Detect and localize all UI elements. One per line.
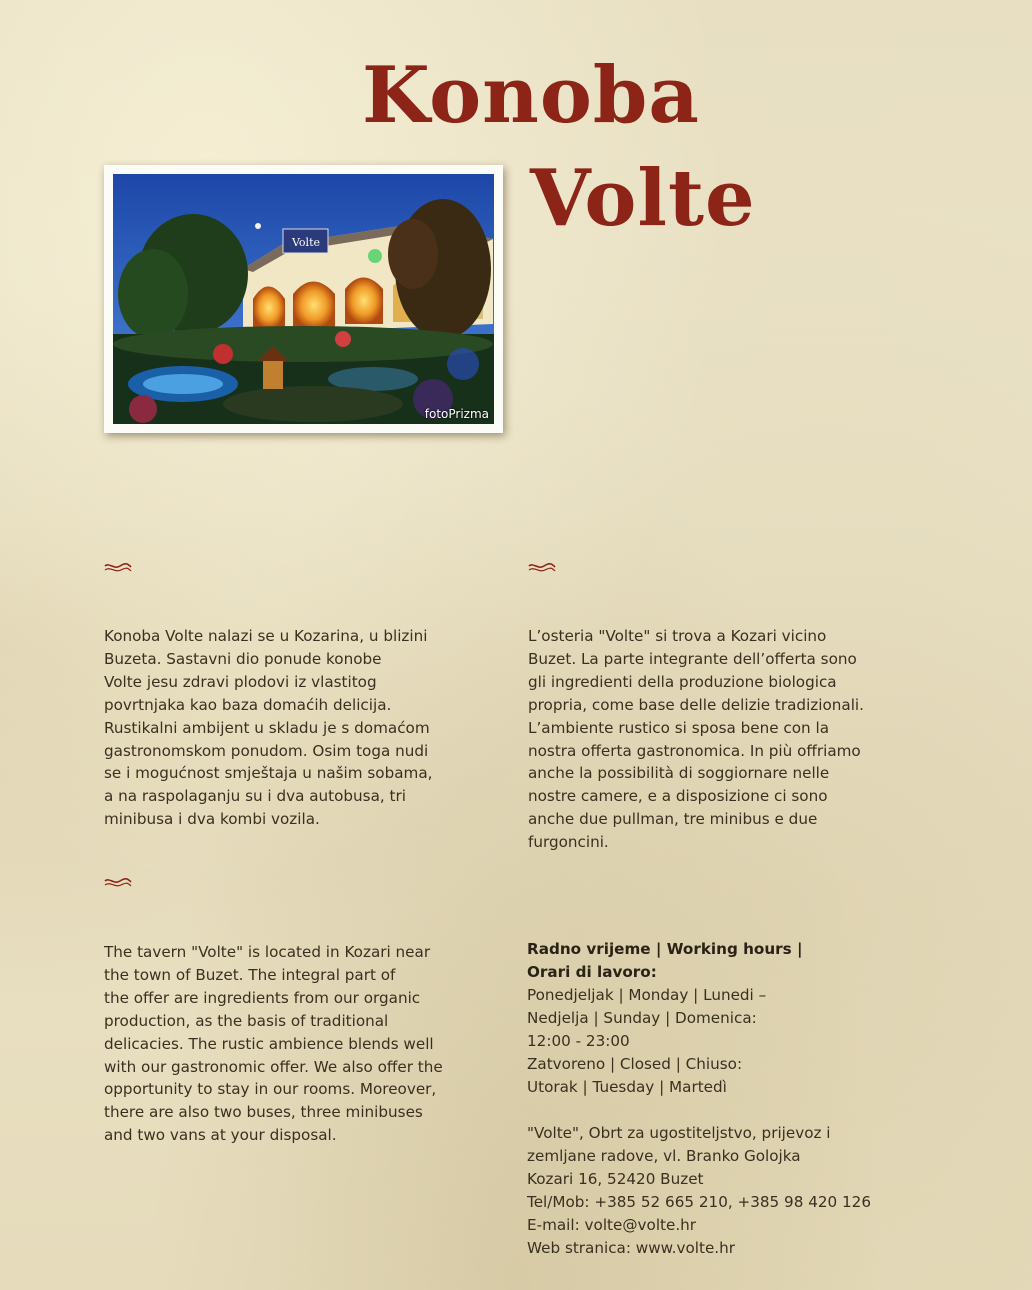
ornament-swirl-icon <box>104 562 132 574</box>
ornament-swirl-icon <box>528 562 556 574</box>
title-line-2: Volte <box>530 153 756 244</box>
description-italian: L’osteria "Volte" si trova a Kozari vicino Buzet. La parte integrante dell’offerta sono gli ingredienti della produzione biologica propria, come base delle delizie tradizionali. L’ambiente rustico si sposa bene con la nostra offerta gastronomica. In più offriamo anche la possibilità di soggiornare nelle nostre camere, e a disposizione ci sono anche due pullman, tre minibus e due furgoncini. <box>528 627 864 852</box>
restaurant-photo <box>104 165 503 433</box>
contact-details: "Volte", Obrt za ugostiteljstvo, prijevoz i zemljane radove, vl. Branko Golojka Kozari 16, 52420 Buzet Tel/Mob: +385 52 665 210, +385 98 420 126 E-mail: volte@volte.hr Web stranica: www.volte.hr <box>527 1124 872 1257</box>
restaurant-photo-image <box>113 174 494 424</box>
photo-sign: Volte <box>292 236 321 249</box>
title-line-1: Konoba <box>362 50 700 141</box>
working-hours-heading: Radno vrijeme | Working hours | Orari di lavoro: <box>527 940 803 981</box>
photo-credit: fotoPrizma <box>424 407 489 421</box>
description-english: The tavern "Volte" is located in Kozari near the town of Buzet. The integral part of the offer are ingredients from our organic production, as the basis of traditional delicacies. The rustic ambience blends well with our gastronomic offer. We also offer the opportunity to stay in our rooms. Moreover, there are also two buses, three minibuses and two vans at your disposal. <box>104 943 443 1145</box>
working-hours-details: Ponedjeljak | Monday | Lunedi – Nedjelja | Sunday | Domenica: 12:00 - 23:00 Zatvoreno | Closed | Chiuso: Utorak | Tuesday | Martedì <box>527 986 767 1096</box>
description-croatian: Konoba Volte nalazi se u Kozarina, u blizini Buzeta. Sastavni dio ponude konobe Volte jesu zdravi plodovi iz vlastitog povrtnjaka kao baza domaćih delicija. Rustikalni ambijent u skladu je s domaćom gastronomskom ponudom. Osim toga nudi se i mogućnost smještaja u našim sobama, a na raspolaganju su i dva autobusa, tri minibusa i dva kombi vozila. <box>104 627 433 829</box>
ornament-swirl-icon <box>104 877 132 889</box>
